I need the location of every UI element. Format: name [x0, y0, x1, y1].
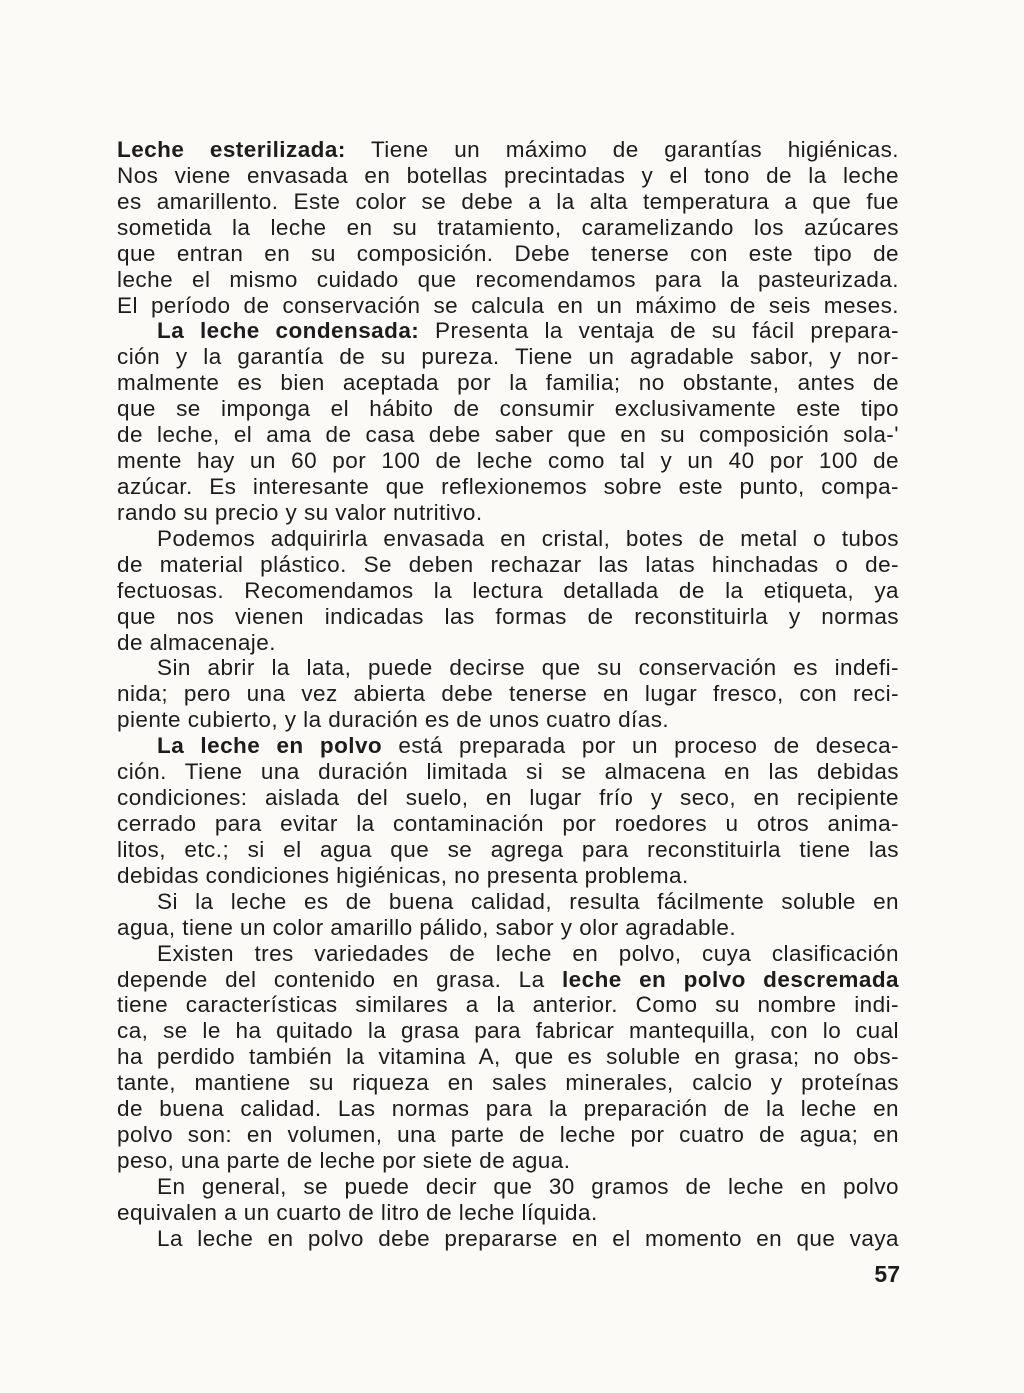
text-line	[117, 1044, 899, 1070]
text-line	[117, 189, 899, 215]
text-line	[117, 915, 899, 941]
text-line	[117, 578, 899, 604]
text-run: tante, mantiene su riqueza en sales minerales, calcio y proteínas	[117, 1070, 899, 1096]
text-line	[117, 889, 899, 915]
text-run: de almacenaje.	[117, 629, 276, 655]
page-number: 57	[874, 1261, 900, 1287]
text-run: depende del contenido en grasa. La	[117, 966, 562, 992]
text-line	[117, 318, 899, 344]
text-line	[117, 1174, 899, 1200]
text-run: tiene características similares a la anterior. Como su nombre indi-	[117, 992, 899, 1018]
text-line	[117, 1070, 899, 1096]
text-line	[117, 370, 899, 396]
text-run: leche el mismo cuidado que recomendamos para la pasteurizada.	[117, 266, 899, 292]
text-run: Nos viene envasada en botellas precintadas y el tono de la leche	[117, 162, 899, 188]
text-line	[117, 992, 899, 1018]
text-line	[117, 422, 899, 448]
text-run: Presenta la ventaja de su fácil prepara-	[419, 318, 899, 344]
text-line	[117, 267, 899, 293]
text-run: litos, etc.; si el agua que se agrega para reconstituirla tiene las	[117, 836, 899, 862]
text-run: En general, se puede decir que 30 gramos de leche en polvo	[157, 1173, 899, 1199]
text-run: malmente es bien aceptada por la familia; no obstante, antes de	[117, 370, 899, 396]
text-run: condiciones: aislada del suelo, en lugar frío y seco, en recipiente	[117, 785, 899, 811]
text-line	[117, 811, 899, 837]
text-line	[117, 474, 899, 500]
text-line	[117, 759, 899, 785]
text-run: nida; pero una vez abierta debe tenerse en lugar fresco, con reci-	[117, 681, 899, 707]
text-line	[117, 785, 899, 811]
text-line	[117, 1018, 899, 1044]
text-line	[117, 1200, 899, 1226]
text-line	[117, 163, 899, 189]
text-line	[117, 137, 899, 163]
text-line	[117, 604, 899, 630]
text-run: ción. Tiene una duración limitada si se almacena en las debidas	[117, 759, 899, 785]
text-run: de leche, el ama de casa debe saber que en su composición sola-'	[117, 422, 899, 448]
text-line	[117, 681, 899, 707]
text-line	[117, 1096, 899, 1122]
text-line	[117, 1148, 899, 1174]
text-run: que entran en su composición. Debe tenerse con este tipo de	[117, 240, 899, 266]
text-line	[117, 837, 899, 863]
text-run: Si la leche es de buena calidad, resulta fácilmente soluble en	[157, 888, 899, 914]
text-line	[117, 630, 899, 656]
text-run: mente hay un 60 por 100 de leche como tal y un 40 por 100 de	[117, 448, 899, 474]
text-line	[117, 733, 899, 759]
text-run: ha perdido también la vitamina A, que es soluble en grasa; no obs-	[117, 1044, 899, 1070]
bold-run-term: Leche esterilizada:	[117, 137, 346, 162]
text-run: está preparada por un proceso de deseca-	[382, 733, 900, 759]
text-run: de material plástico. Se deben rechazar las latas hinchadas o de-	[117, 551, 899, 577]
text-run: azúcar. Es interesante que reflexionemos sobre este punto, compa-	[117, 473, 899, 499]
text-run: sometida la leche en su tratamiento, caramelizando los azúcares	[117, 214, 899, 240]
text-run: Existen tres variedades de leche en polvo, cuya clasificación	[157, 940, 899, 966]
text-run: es amarillento. Este color se debe a la alta temperatura a que fue	[117, 188, 899, 214]
bold-run-term: leche en polvo descremada	[561, 966, 900, 992]
text-line	[117, 552, 899, 578]
text-run: Tiene un máximo de garantías higiénicas.	[345, 137, 899, 162]
text-line	[117, 863, 899, 889]
text-line	[117, 655, 899, 681]
text-run: equivalen a un cuarto de litro de leche líquida.	[117, 1199, 598, 1225]
text-line	[117, 1226, 899, 1252]
text-run: que nos vienen indicadas las formas de reconstituirla y normas	[117, 603, 899, 629]
text-run: agua, tiene un color amarillo pálido, sabor y olor agradable.	[117, 914, 737, 940]
text-run: Sin abrir la lata, puede decirse que su conservación es indefi-	[157, 655, 899, 681]
bold-run-term: La leche condensada:	[157, 318, 420, 344]
text-line	[117, 707, 899, 733]
text-run: ca, se le ha quitado la grasa para fabricar mantequilla, con lo cual	[117, 1018, 899, 1044]
text-run: El período de conservación se calcula en un máximo de seis meses.	[117, 292, 899, 318]
text-run: cerrado para evitar la contaminación por roedores u otros anima-	[117, 810, 899, 836]
text-line	[117, 941, 899, 967]
text-line	[117, 344, 899, 370]
text-run: Podemos adquirirla envasada en cristal, botes de metal o tubos	[157, 525, 899, 551]
text-run: rando su precio y su valor nutritivo.	[117, 499, 483, 525]
text-line	[117, 967, 899, 993]
text-run: debidas condiciones higiénicas, no presenta problema.	[117, 862, 689, 888]
text-line	[117, 215, 899, 241]
text-line	[117, 396, 899, 422]
text-run: polvo son: en volumen, una parte de leche por cuatro de agua; en	[117, 1122, 899, 1148]
text-run: peso, una parte de leche por siete de agua.	[117, 1147, 571, 1173]
text-line	[117, 1122, 899, 1148]
bold-run-term: La leche en polvo	[157, 733, 383, 759]
text-line	[117, 526, 899, 552]
text-run: que se imponga el hábito de consumir exclusivamente este tipo	[117, 396, 899, 422]
text-run: La leche en polvo debe prepararse en el momento en que vaya	[157, 1225, 899, 1251]
text-run: fectuosas. Recomendamos la lectura detallada de la etiqueta, ya	[117, 577, 899, 603]
text-line	[117, 293, 899, 319]
text-run: piente cubierto, y la duración es de unos cuatro días.	[117, 707, 670, 733]
body-text	[117, 137, 899, 1252]
text-run: de buena calidad. Las normas para la preparación de la leche en	[117, 1096, 899, 1122]
text-line	[117, 500, 899, 526]
text-line	[117, 448, 899, 474]
text-line	[117, 241, 899, 267]
text-run: ción y la garantía de su pureza. Tiene un agradable sabor, y nor-	[117, 344, 899, 370]
